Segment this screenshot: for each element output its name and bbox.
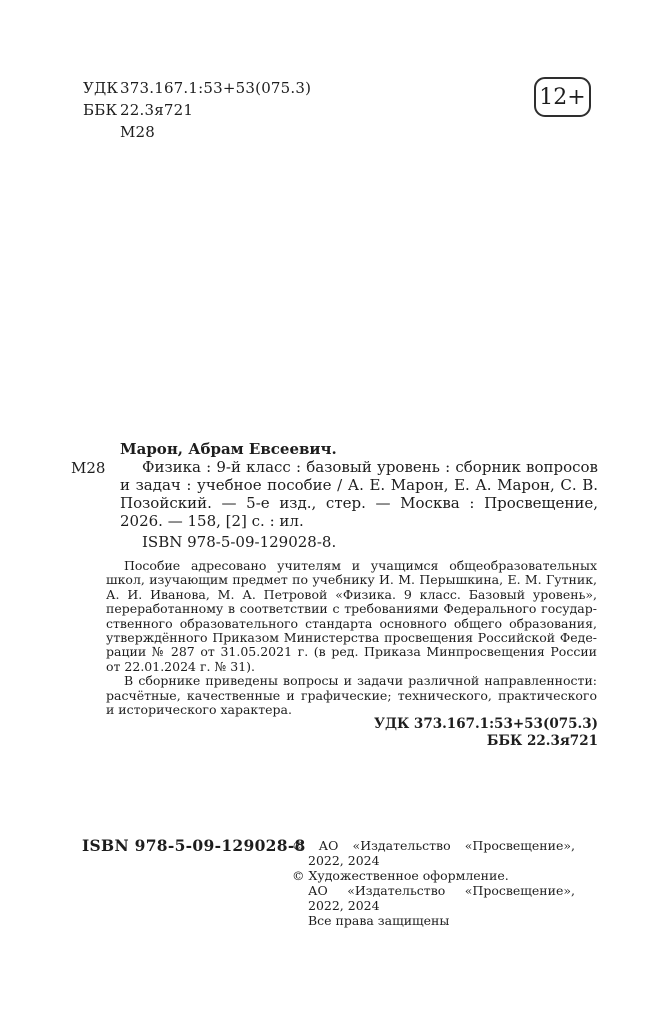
bib-description: Физика : 9-й класс : базовый уровень : сборник вопросов и задач : учебное пособие / А. Е. Марон, Е. А. Марон, С. В. Позойский. — 5-е изд., стер. — Москва : Просвещение, 2026. — 158, [2] с. : ил.	[120, 458, 598, 530]
bib-author-sign-code: М28	[71, 459, 106, 477]
age-rating-badge: 12+	[534, 77, 591, 117]
bbk-value: 22.3я721	[120, 101, 194, 119]
annotation-paragraph-2: В сборнике приведены вопросы и задачи различной направленности: расчётные, качественные и графические; технического, практического и исторического характера.	[106, 673, 597, 718]
isbn-line: ISBN 978-5-09-129028-8.	[142, 533, 337, 551]
udk-label: УДК	[83, 79, 119, 97]
bbk-label: ББК	[83, 101, 118, 119]
copyright-art-design-line1: © Художественное оформление.	[292, 868, 509, 883]
bbk-code-bottom: ББК 22.3я721	[486, 733, 598, 749]
copyright-publisher: © АО «Издательство «Просвещение», 2022, 2024	[292, 838, 575, 868]
rights-reserved: Все права защищены	[308, 913, 450, 928]
author-name: Марон, Абрам Евсеевич.	[120, 440, 337, 458]
author-sign-code: М28	[120, 123, 156, 141]
bibliographic-record	[120, 440, 598, 551]
annotation-paragraph-1: Пособие адресовано учителям и учащимся общеобразовательных школ, изучающим предмет по учебнику И. М. Перышкина, Е. М. Гутник, А. И. Иванова, М. А. Петровой «Физика. 9 класс. Базовый уровень», переработанному в соответствии с требованиями Федерального государственного образовательного стандарта основного общего образования, утверждённого Приказом Министерства просвещения Российской Федерации № 287 от 31.05.2021 г. (в ред. Приказа Минпросвещения России от 22.01.2024 г. № 31).	[106, 558, 597, 674]
udk-value: 373.167.1:53+53(075.3)	[120, 79, 312, 97]
udk-code-bottom: УДК 373.167.1:53+53(075.3)	[373, 716, 598, 732]
copyright-block	[292, 838, 575, 928]
annotation-block	[106, 559, 597, 717]
footer-isbn: ISBN 978-5-09-129028-8	[82, 836, 306, 855]
classification-block-bottom	[374, 716, 598, 750]
copyright-art-design-line2: АО «Издательство «Просвещение», 2022, 2024	[308, 883, 575, 913]
spacer	[83, 121, 120, 143]
classification-block-top	[83, 77, 311, 143]
